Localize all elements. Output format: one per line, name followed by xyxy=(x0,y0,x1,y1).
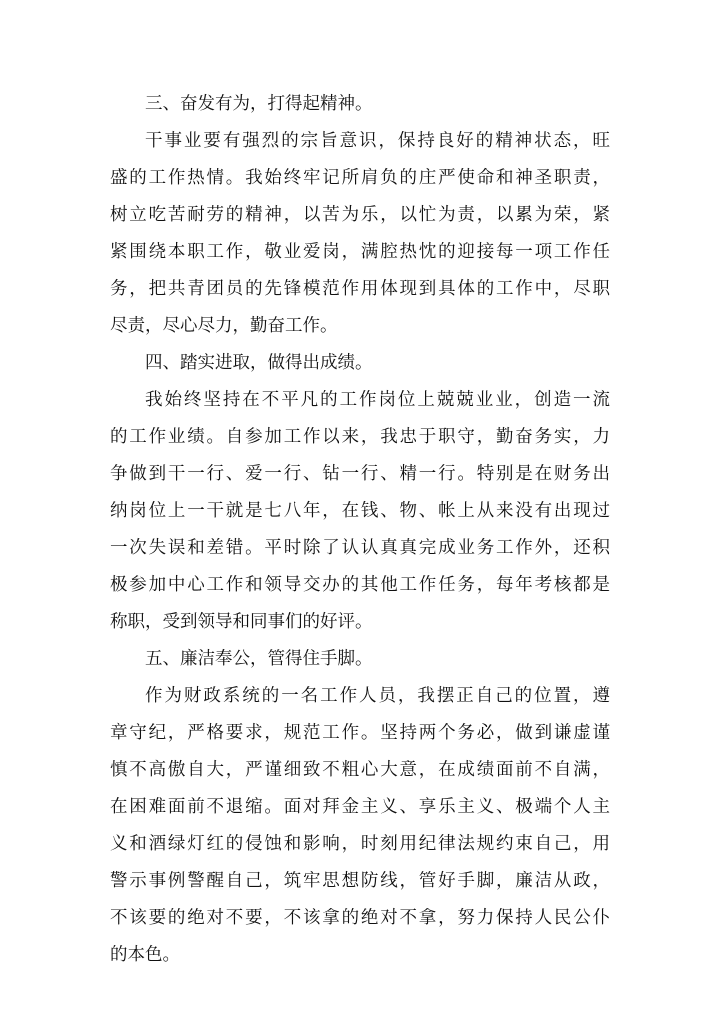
paragraph-line: 树立吃苦耐劳的精神，以苦为乐，以忙为责，以累为荣，紧 xyxy=(110,205,610,225)
paragraph-line: 务，把共青团员的先锋模范作用体现到具体的工作中，尽职 xyxy=(110,279,610,299)
document-body xyxy=(110,86,610,974)
paragraph-line: 干事业要有强烈的宗旨意识，保持良好的精神状态，旺 xyxy=(145,131,610,151)
paragraph-line: 作为财政系统的一名工作人员，我摆正自己的位置，遵 xyxy=(145,686,610,706)
paragraph-line: 慎不高傲自大，严谨细致不粗心大意，在成绩面前不自满， xyxy=(110,760,610,780)
paragraph-line: 章守纪，严格要求，规范工作。坚持两个务必，做到谦虚谨 xyxy=(110,723,610,743)
paragraph-line: 紧围绕本职工作，敬业爱岗，满腔热忱的迎接每一项工作任 xyxy=(110,242,610,262)
paragraph-line: 争做到干一行、爱一行、钻一行、精一行。特别是在财务出 xyxy=(110,464,610,484)
section-heading-4: 四、踏实进取，做得出成绩。 xyxy=(145,353,373,373)
paragraph-line: 一次失误和差错。平时除了认认真真完成业务工作外，还积 xyxy=(110,538,610,558)
paragraph-line: 我始终坚持在不平凡的工作岗位上兢兢业业，创造一流 xyxy=(145,390,610,410)
paragraph-line: 警示事例警醒自己，筑牢思想防线，管好手脚，廉洁从政， xyxy=(110,871,610,891)
paragraph-line: 极参加中心工作和领导交办的其他工作任务，每年考核都是 xyxy=(110,575,610,595)
paragraph-line: 义和酒绿灯红的侵蚀和影响，时刻用纪律法规约束自己，用 xyxy=(110,834,610,854)
paragraph-line: 盛的工作热情。我始终牢记所肩负的庄严使命和神圣职责， xyxy=(110,168,610,188)
paragraph-line: 尽责，尽心尽力，勤奋工作。 xyxy=(110,316,338,336)
paragraph-line: 称职，受到领导和同事们的好评。 xyxy=(110,612,373,632)
paragraph-line: 不该要的绝对不要，不该拿的绝对不拿，努力保持人民公仆 xyxy=(110,908,610,928)
section-heading-3: 三、奋发有为，打得起精神。 xyxy=(145,94,373,114)
section-heading-5: 五、廉洁奉公，管得住手脚。 xyxy=(145,649,373,669)
paragraph-line: 的本色。 xyxy=(110,945,180,965)
paragraph-line: 的工作业绩。自参加工作以来，我忠于职守，勤奋务实，力 xyxy=(110,427,610,447)
paragraph-line: 在困难面前不退缩。面对拜金主义、享乐主义、极端个人主 xyxy=(110,797,610,817)
paragraph-line: 纳岗位上一干就是七八年，在钱、物、帐上从来没有出现过 xyxy=(110,501,610,521)
